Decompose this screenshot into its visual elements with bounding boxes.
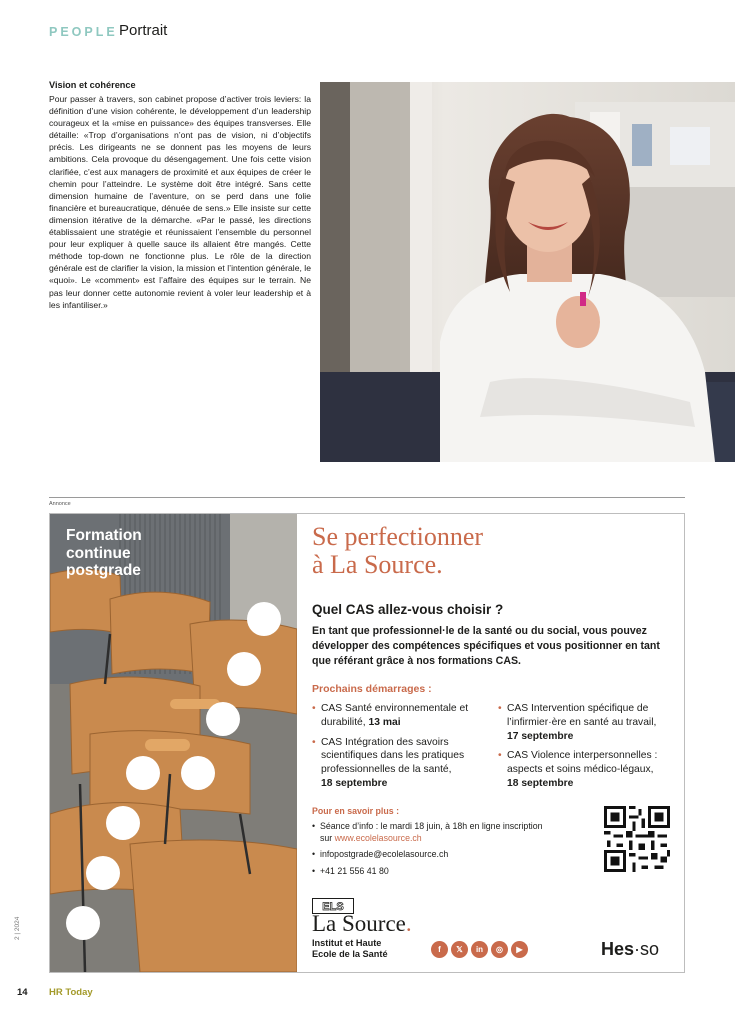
- seance-info: [312, 820, 552, 844]
- article-heading: Vision et cohérence: [49, 80, 136, 90]
- section-label: PEOPLE: [49, 25, 118, 39]
- social-icons: [431, 941, 528, 959]
- qr-code[interactable]: [604, 806, 670, 872]
- instagram-icon[interactable]: ◎: [491, 941, 508, 958]
- cas-item: [312, 736, 492, 791]
- phone-number[interactable]: • +41 21 556 41 80: [312, 865, 552, 877]
- email-link[interactable]: • infopostgrade@ecolelasource.ch: [312, 848, 552, 860]
- hes-so-logo: [601, 939, 659, 960]
- cas-item-date: 18 septembre: [321, 777, 388, 789]
- ad-title-line-1: Se perfectionner: [312, 522, 484, 551]
- cas-item-date: 18 septembre: [507, 777, 574, 789]
- cas-item-text: CAS Intégration des savoirs scientifiques dans les pratiques professionnelles de la santé,: [321, 736, 465, 776]
- portrait-photo: [320, 82, 735, 462]
- issue-number: 2 | 2024: [14, 916, 21, 940]
- more-info-title: Pour en savoir plus :: [312, 806, 400, 816]
- cas-item-date: 17 septembre: [507, 730, 574, 742]
- rubrique-label: Portrait: [119, 22, 168, 39]
- cas-item: [498, 702, 676, 743]
- photo-title-line-1: Formation: [66, 527, 142, 544]
- more-info-list: [312, 820, 552, 881]
- x-icon[interactable]: 𝕏: [451, 941, 468, 958]
- cas-item-text: CAS Violence interpersonnelles : aspects et soins médico-légaux,: [507, 750, 658, 776]
- cas-list-left: [312, 702, 492, 797]
- annonce-label: Annonce: [49, 501, 71, 507]
- magazine-name: HR Today: [49, 987, 93, 998]
- ad-question: Quel CAS allez-vous choisir ?: [312, 602, 504, 617]
- ad-prochains: Prochains démarrages :: [312, 683, 432, 695]
- svg-text:ELS: ELS: [322, 901, 344, 913]
- hes-logo-part-1: Hes: [601, 939, 635, 959]
- ad-title-dot: .: [436, 550, 443, 579]
- ad-chairs-photo: [50, 514, 297, 972]
- cas-item-text: CAS Santé environnementale et durabilité,: [321, 703, 469, 728]
- youtube-icon[interactable]: ▶: [511, 941, 528, 958]
- linkedin-icon[interactable]: in: [471, 941, 488, 958]
- article-body: Pour passer à travers, son cabinet propose d’activer trois leviers: la définition d’une vision cohérente, le développement d’un leadership courageux et la «mise en puissance» des équipes transverses. Elle détaille: «Trop d’organisations n’ont pas de vision, ni d’objectifs précis. Les dirigeants ne se donnent pas les moyens de leurs ambitions. Cela provoque du désengagement. Une fois cette vision clarifiée, c’est aux managers de proximité et aux équipes de créer le chemin pour l’atteindre. Le système doit être intégré. Sans cette dimension humaine de l’aventure, on se perd dans une folie financière et bureaucratique, dénuée de sens.» Elle insiste sur cette dimension itérative de la démarche. «Par le passé, les directions établissaient une stratégie et réunissaient l’ensemble du personnel pour leur expliquer à quelle sauce ils allaient être mangés. Cette méthode top-down ne fonctionne plus. Le rôle de la direction générale est de clarifier la vision, la mission et l’intention générale, le «quoi». Le «comment» est l’affaire des équipes sur le terrain. Ne pas leur donner cette autonomie revient à voler leur leadership et à les infantiliser.»: [49, 94, 311, 310]
- la-source-logo: [312, 912, 412, 936]
- ad-title-line-2-text: à La Source: [312, 550, 437, 579]
- photo-title-line-2: continue: [66, 544, 131, 562]
- logo-subtitle-line-1: Institut et Haute: [312, 938, 382, 948]
- logo-dot: .: [405, 911, 412, 936]
- photo-title-line-3: postgrade: [66, 562, 141, 579]
- cas-list-right: [498, 702, 676, 797]
- logo-name-text: La Source: [312, 911, 406, 936]
- hes-logo-part-2: ·so: [634, 939, 660, 959]
- ad-title-line-2: [312, 551, 483, 579]
- cas-item-date: 13 mai: [368, 716, 401, 728]
- ad-box: [49, 513, 685, 973]
- ad-title: [312, 523, 483, 579]
- ad-intro: En tant que professionnel·le de la santé ou du social, vous pouvez développer des compétences spécifiques et vous positionner en tant que référant grâce à nos formations CAS.: [312, 625, 660, 668]
- ad-photo-title: [66, 527, 142, 580]
- page-number: 14: [17, 987, 28, 998]
- seance-text: Séance d’info : le mardi 18 juin, à 18h en ligne inscription sur: [320, 821, 543, 844]
- website-link[interactable]: www.ecolelasource.ch: [334, 833, 422, 844]
- logo-subtitle-line-2: Ecole de la Santé: [312, 949, 388, 959]
- logo-subtitle: [312, 938, 388, 960]
- cas-item-text: CAS Intervention spécifique de l’infirmier·ère en santé au travail,: [507, 703, 657, 728]
- cas-item: [312, 702, 492, 730]
- cas-item: [498, 749, 676, 790]
- facebook-icon[interactable]: f: [431, 941, 448, 958]
- annonce-rule: [49, 497, 685, 498]
